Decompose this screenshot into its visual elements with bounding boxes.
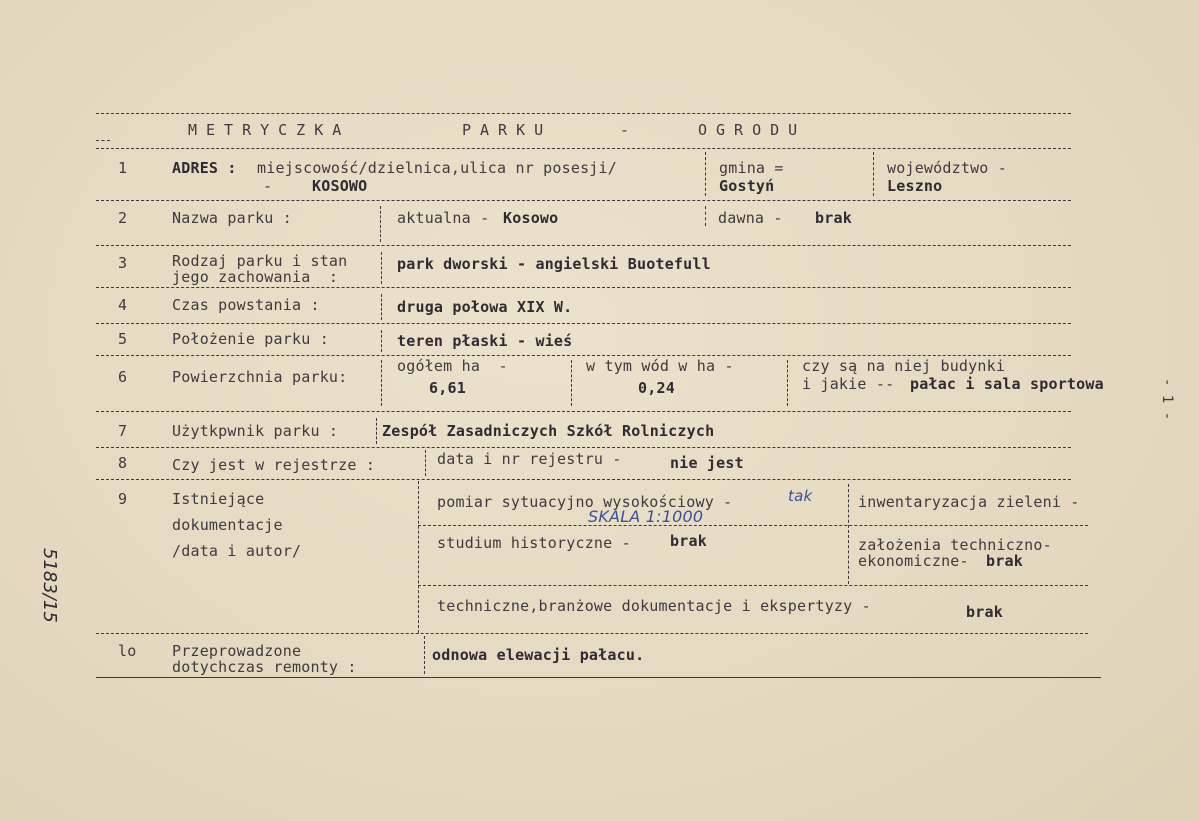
divider-r9-a xyxy=(418,481,419,633)
row6-label: Powierzchnia parku: xyxy=(172,368,348,386)
row1-gmina-label: gmina = xyxy=(719,159,784,177)
rule-row2 xyxy=(96,245,1071,246)
rule-row9 xyxy=(96,633,1088,634)
rule-top xyxy=(96,113,1071,114)
row9-number: 9 xyxy=(118,490,128,508)
row9-tech-value: brak xyxy=(986,552,1023,570)
row6-total-value: 6,61 xyxy=(429,379,466,397)
rule-tick xyxy=(96,140,110,141)
row6-buildings-value: pałac i sala sportowa xyxy=(910,375,1104,393)
rule-row1 xyxy=(96,200,1071,201)
rule-row5 xyxy=(96,355,1071,356)
row5-label: Położenie parku : xyxy=(172,330,329,348)
divider-r3 xyxy=(381,252,382,284)
row2-number: 2 xyxy=(118,209,128,227)
rule-header-bottom xyxy=(96,148,1071,149)
rule-bottom xyxy=(96,677,1101,678)
divider-r2-b xyxy=(705,206,706,226)
row1-value-prefix: - xyxy=(263,177,273,195)
divider-r10 xyxy=(424,636,425,674)
divider-r8 xyxy=(425,450,426,476)
title-dash: - xyxy=(620,121,639,139)
title-ogrodu: OGRODU xyxy=(698,121,807,139)
row9-survey-label: pomiar sytuacyjno wysokościowy - xyxy=(437,493,733,511)
row3-label-line1: Rodzaj parku i stan xyxy=(172,252,348,270)
row4-label: Czas powstania : xyxy=(172,296,320,314)
row2-label: Nazwa parku : xyxy=(172,209,292,227)
margin-handwritten-note: 5183/15 xyxy=(39,548,60,623)
row10-label-line1: Przeprowadzone xyxy=(172,642,302,660)
row6-water-label: w tym wód w ha - xyxy=(586,357,734,375)
row8-label: Czy jest w rejestrze : xyxy=(172,456,376,474)
divider-r9-b xyxy=(848,484,849,584)
row9-history-label: studium historyczne - xyxy=(437,534,631,552)
rule-row9-b xyxy=(418,585,1088,586)
row4-value: druga połowa XIX W. xyxy=(397,298,573,316)
row3-number: 3 xyxy=(118,254,128,272)
row7-value: Zespół Zasadniczych Szkół Rolniczych xyxy=(382,422,715,440)
divider-r1-b xyxy=(873,152,874,196)
row1-label-adres: ADRES : xyxy=(172,159,237,177)
row5-value: teren płaski - wieś xyxy=(397,332,573,350)
rule-row8 xyxy=(96,479,1071,480)
row1-number: 1 xyxy=(118,159,128,177)
row2-current-label: aktualna - xyxy=(397,209,490,227)
row6-buildings-label-2: i jakie -- xyxy=(802,375,895,393)
row3-value: park dworski - angielski Buotefull xyxy=(397,255,711,273)
row1-label-rest: miejscowość/dzielnica,ulica nr posesji/ xyxy=(257,159,617,177)
row2-current-value: Kosowo xyxy=(503,209,559,227)
rule-row3 xyxy=(96,287,1071,288)
row9-label-line3: /data i autor/ xyxy=(172,542,302,560)
row9-expert-label: techniczne,branżowe dokumentacje i ekspertyzy - xyxy=(437,597,871,615)
divider-r6-b xyxy=(571,360,572,406)
row10-label-line2: dotychczas remonty : xyxy=(172,658,357,676)
divider-r5 xyxy=(381,330,382,352)
divider-r4 xyxy=(381,294,382,320)
divider-r2-a xyxy=(380,206,381,242)
row10-value: odnowa elewacji pałacu. xyxy=(432,646,645,664)
row9-history-value: brak xyxy=(670,532,707,550)
row1-locality-value: KOSOWO xyxy=(312,177,368,195)
divider-r1-a xyxy=(705,152,706,196)
row8-number: 8 xyxy=(118,454,128,472)
divider-r6-a xyxy=(381,360,382,406)
divider-r7 xyxy=(376,418,377,444)
row9-tech-label-1: założenia techniczno- xyxy=(858,536,1052,554)
row6-number: 6 xyxy=(118,368,128,386)
rule-row4 xyxy=(96,323,1071,324)
title-parku: PARKU xyxy=(462,121,553,139)
title-metryczka: METRYCZKA xyxy=(188,121,351,139)
row7-number: 7 xyxy=(118,422,128,440)
row3-label-line2: jego zachowania : xyxy=(172,268,339,286)
row9-survey-handwritten-2: SKALA 1:1000 xyxy=(588,507,704,526)
rule-row7 xyxy=(96,447,1071,448)
row9-survey-handwritten-1: tak xyxy=(788,487,813,505)
row2-former-label: dawna - xyxy=(718,209,783,227)
row9-greenery-label: inwentaryzacja zieleni - xyxy=(858,493,1080,511)
row6-buildings-label-1: czy są na niej budynki xyxy=(802,357,1006,375)
row6-total-label: ogółem ha - xyxy=(397,357,508,375)
row7-label: Użytkpwnik parku : xyxy=(172,422,339,440)
rule-row6 xyxy=(96,411,1071,412)
row9-tech-label-2: ekonomiczne- xyxy=(858,552,969,570)
row1-wojewodztwo-value: Leszno xyxy=(887,177,943,195)
row10-number: lo xyxy=(118,642,137,660)
row1-wojewodztwo-label: województwo - xyxy=(887,159,1007,177)
row9-label-line1: Istniejące xyxy=(172,490,265,508)
row2-former-value: brak xyxy=(815,209,852,227)
divider-r6-c xyxy=(787,360,788,406)
rule-row9-a xyxy=(418,525,1088,526)
row8-reg-label: data i nr rejestru - xyxy=(437,450,622,468)
row9-label-line2: dokumentacje xyxy=(172,516,283,534)
row1-gmina-value: Gostyń xyxy=(719,177,775,195)
row4-number: 4 xyxy=(118,296,128,314)
row6-water-value: 0,24 xyxy=(638,379,675,397)
row5-number: 5 xyxy=(118,330,128,348)
row8-reg-value: nie jest xyxy=(670,454,744,472)
row9-expert-value: brak xyxy=(966,603,1003,621)
page-number-marker: - 1 - xyxy=(1159,378,1175,421)
